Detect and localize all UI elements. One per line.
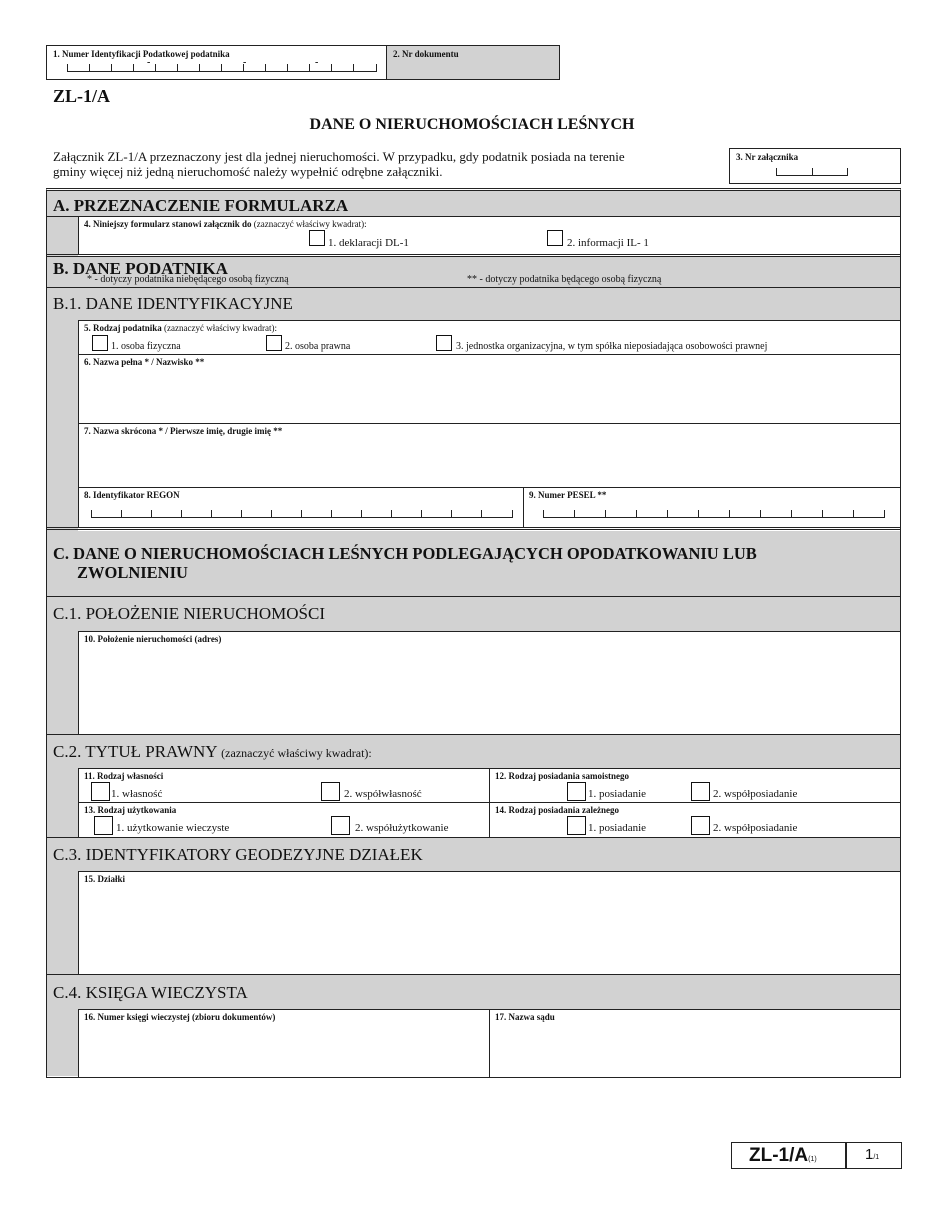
nip-digit-boxes [67,64,377,72]
option-co-ownership: 2. współwłasność [344,788,422,800]
field-7-label: 7. Nazwa skrócona * / Pierwsze imię, drugie imię ** [84,426,283,436]
nip-separator: - [147,57,151,68]
form-code: ZL-1/A [53,86,111,106]
page-title: DANE O NIERUCHOMOŚCIACH LEŚNYCH [309,116,635,133]
field-17-label: 17. Nazwa sądu [495,1012,555,1022]
option-declaration-dl1: 1. deklaracji DL-1 [328,237,409,249]
document-number-label: 2. Nr dokumentu [393,49,459,59]
field-9-pesel[interactable] [523,487,900,527]
field-10-location[interactable] [78,631,900,734]
option-legal-person: 2. osoba prawna [285,341,351,352]
section-c-header [47,531,900,596]
nip-label: 1. Numer Identyfikacji Podatkowej podatnika [53,49,230,59]
section-c-title: C. DANE O NIERUCHOMOŚCIACH LEŚNYCH PODLEGAJĄCYCH OPODATKOWANIU LUB ZWOLNIENIU [53,544,757,582]
checkbox-co-ownership[interactable] [321,782,340,801]
field-8-regon[interactable] [78,487,523,527]
option-co-possession: 2. współposiadanie [713,788,798,800]
checkbox-dependent-possession[interactable] [567,816,586,835]
regon-digit-boxes [91,510,513,518]
field-6-full-name[interactable] [78,354,900,423]
section-a-title: A. PRZEZNACZENIE FORMULARZA [53,196,349,215]
footer-form-code-box [731,1142,847,1169]
field-16-land-register[interactable] [78,1009,489,1077]
checkbox-ownership[interactable] [91,782,110,801]
field-5-label: 5. Rodzaj podatnika (zaznaczyć właściwy kwadrat): [84,323,277,333]
section-b-header [47,257,900,287]
checkbox-declaration-dl1[interactable] [309,230,325,246]
field-15-plots[interactable] [78,871,900,974]
field-7-short-name[interactable] [78,423,900,487]
nip-field[interactable] [46,45,388,80]
field-10-label: 10. Położenie nieruchomości (adres) [84,634,222,644]
option-information-il1: 2. informacji IL- 1 [567,237,649,249]
section-c4-header [47,974,900,1009]
footer-form-code: ZL-1/A(1) [749,1145,817,1166]
field-4-label: 4. Niniejszy formularz stanowi załącznik do (zaznaczyć właściwy kwadrat): [84,219,367,229]
field-15-label: 15. Działki [84,874,126,884]
checkbox-organizational-unit[interactable] [436,335,452,351]
attachment-digit-boxes [776,168,848,176]
field-12-label: 12. Rodzaj posiadania samoistnego [495,771,630,781]
field-12 [489,768,900,802]
section-b-title: B. DANE PODATNIKA [53,259,228,278]
intro-text [53,149,733,179]
nip-separator: - [243,57,247,68]
footer-page-box [845,1142,902,1169]
section-b1-title: B.1. DANE IDENTYFIKACYJNE [53,294,293,313]
field-14 [489,802,900,837]
section-c3-header [47,837,900,871]
option-perpetual-usufruct: 1. użytkowanie wieczyste [116,822,230,834]
section-c2-title: C.2. TYTUŁ PRAWNY (zaznaczyć właściwy kwadrat): [53,742,372,761]
section-b-note: * - dotyczy podatnika niebędącego osobą fizyczną [87,274,289,285]
option-organizational-unit: 3. jednostka organizacyjna, w tym spółka nieposiadająca osobowości prawnej [456,341,768,352]
field-17-court-name[interactable] [489,1009,900,1077]
checkbox-co-possession[interactable] [691,782,710,801]
field-6-label: 6. Nazwa pełna * / Nazwisko ** [84,357,205,367]
field-5 [78,320,900,354]
nip-separator: - [315,57,319,68]
footer-page-number: 1/1 [865,1146,880,1163]
field-8-label: 8. Identyfikator REGON [84,490,180,500]
field-4 [78,216,900,254]
option-dependent-possession: 1. posiadanie [588,822,647,834]
option-ownership: 1. własność [111,788,163,800]
attachment-number-label: 3. Nr załącznika [736,152,799,162]
left-margin-column [47,216,78,1076]
section-b-note: ** - dotyczy podatnika będącego osobą fizyczną [467,274,662,285]
checkbox-natural-person[interactable] [92,335,108,351]
intro-line: Załącznik ZL-1/A przeznaczony jest dla jednej nieruchomości. W przypadku, gdy podatnik posiada na terenie [53,149,625,164]
intro-line: gminy więcej niż jedną nieruchomość należy wypełnić odrębne załączniki. [53,164,443,179]
pesel-digit-boxes [543,510,885,518]
document-number-field [386,45,560,80]
field-11-label: 11. Rodzaj własności [84,771,164,781]
checkbox-information-il1[interactable] [547,230,563,246]
option-dependent-co-possession: 2. współposiadanie [713,822,798,834]
field-13-label: 13. Rodzaj użytkowania [84,805,177,815]
checkbox-co-usufruct[interactable] [331,816,350,835]
field-9-label: 9. Numer PESEL ** [529,490,607,500]
section-c4-title: C.4. KSIĘGA WIECZYSTA [53,983,248,1002]
checkbox-possession[interactable] [567,782,586,801]
field-16-label: 16. Numer księgi wieczystej (zbioru dokumentów) [84,1012,276,1022]
checkbox-legal-person[interactable] [266,335,282,351]
section-c2-header [47,734,900,768]
checkbox-perpetual-usufruct[interactable] [94,816,113,835]
field-11 [78,768,489,802]
section-c3-title: C.3. IDENTYFIKATORY GEODEZYJNE DZIAŁEK [53,845,423,864]
section-b1-header [47,287,900,320]
section-a-header [47,191,900,216]
checkbox-dependent-co-possession[interactable] [691,816,710,835]
section-c1-title: C.1. POŁOŻENIE NIERUCHOMOŚCI [53,604,325,623]
field-13 [78,802,489,837]
option-natural-person: 1. osoba fizyczna [111,341,181,352]
option-possession: 1. posiadanie [588,788,647,800]
section-c1-header [47,596,900,631]
attachment-number-field[interactable] [729,148,901,184]
field-14-label: 14. Rodzaj posiadania zależnego [495,805,620,815]
option-co-usufruct: 2. współużytkowanie [355,822,449,834]
